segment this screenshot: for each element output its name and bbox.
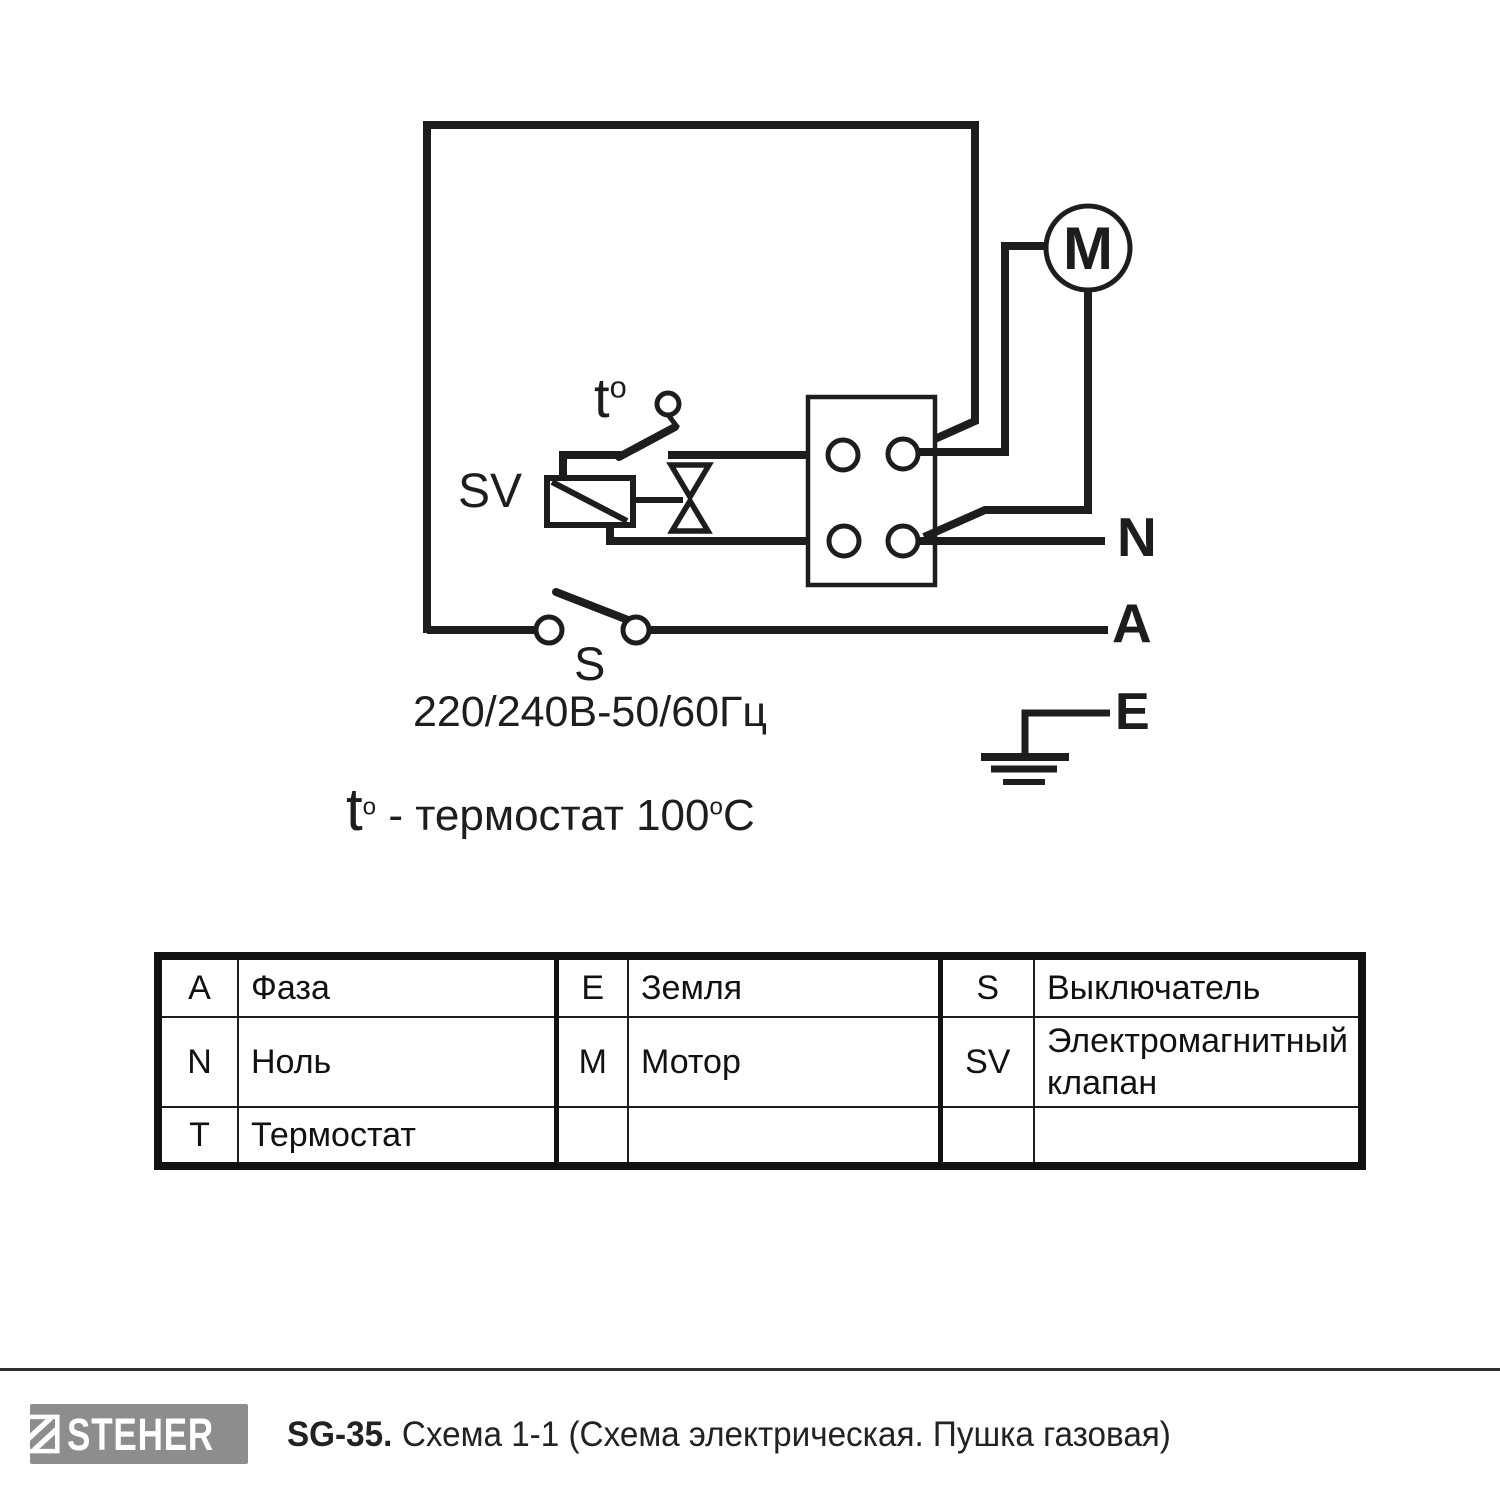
earth-terminal-label: E (1115, 683, 1150, 741)
legend-table (154, 952, 1366, 1170)
terminal-block (808, 397, 935, 585)
thermostat-legend-text: $t^o$ - термостат 100$^o$C (346, 776, 755, 843)
table-cell-value: Земля (628, 956, 940, 1017)
table-cell-key (556, 1107, 628, 1166)
caption-model: SG-35. (287, 1415, 393, 1454)
table-cell-value: Выключатель (1034, 956, 1362, 1017)
neutral-terminal-label: N (1117, 506, 1157, 568)
power-switch-symbol (536, 592, 1108, 643)
table-cell-value: Ноль (238, 1017, 556, 1107)
footer-divider (0, 1368, 1500, 1371)
table-row (158, 1017, 1362, 1107)
switch-label: S (574, 637, 606, 690)
table-cell-key: S (940, 956, 1034, 1017)
solenoid-valve-label: SV (458, 465, 523, 518)
table-cell-value (1034, 1107, 1362, 1166)
table-cell-key: A (158, 956, 238, 1017)
table-cell-value: Электромагнитный клапан (1034, 1017, 1362, 1107)
caption-title: Схема 1-1 (Схема электрическая. Пушка газовая) (401, 1415, 1171, 1454)
legend-table-container (154, 952, 1366, 1170)
thermostat-symbol-label: $t^o$ (594, 366, 627, 429)
table-cell-value (628, 1107, 940, 1166)
motor-label: M (1063, 215, 1113, 282)
table-cell-value: Фаза (238, 956, 556, 1017)
logo-mark-icon (24, 1414, 60, 1454)
table-row (158, 956, 1362, 1017)
gas-valve-symbol (633, 465, 709, 531)
table-cell-value: Мотор (628, 1017, 940, 1107)
table-cell-key: N (158, 1017, 238, 1107)
table-cell-key: SV (940, 1017, 1034, 1107)
power-rating-text: 220/240В-50/60Гц (413, 688, 767, 736)
brand-name: STEHER (67, 1408, 215, 1460)
table-cell-key: M (556, 1017, 628, 1107)
ground-symbol (981, 713, 1110, 782)
phase-terminal-label: A (1112, 592, 1152, 654)
table-cell-key (940, 1107, 1034, 1166)
brand-logo (30, 1404, 248, 1464)
figure-caption (287, 1413, 1171, 1457)
table-cell-value: Термостат (238, 1107, 556, 1166)
table-row (158, 1107, 1362, 1166)
table-cell-key: T (158, 1107, 238, 1166)
table-cell-key: E (556, 956, 628, 1017)
